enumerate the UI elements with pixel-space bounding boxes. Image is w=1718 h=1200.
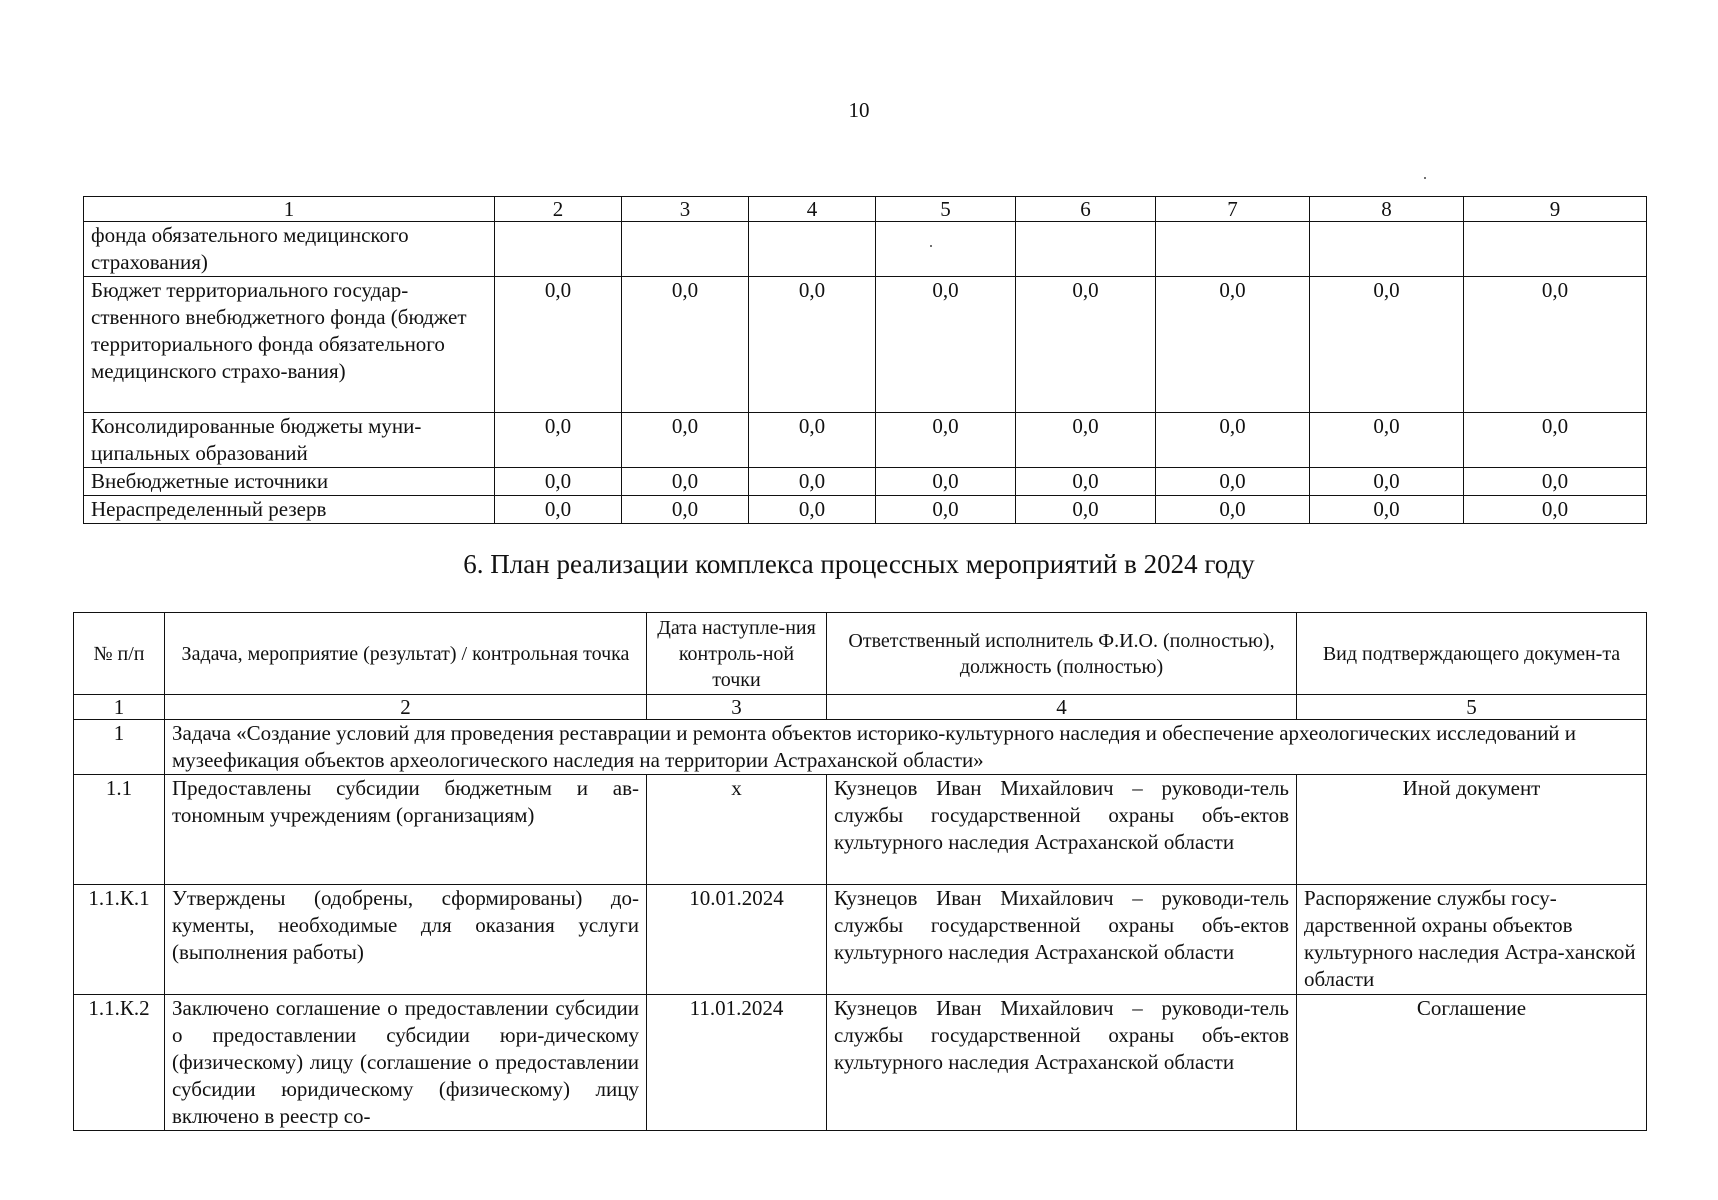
value-cell: 0,0 bbox=[876, 413, 1016, 468]
value-cell: 0,0 bbox=[1156, 413, 1310, 468]
implementation-plan-table bbox=[73, 612, 1647, 1131]
activity-cell: Предоставлены субсидии бюджетным и ав-тономным учреждениям (организациям) bbox=[165, 775, 647, 885]
value-cell: 0,0 bbox=[622, 496, 749, 524]
value-cell: 0,0 bbox=[1156, 496, 1310, 524]
document-type-cell: Соглашение bbox=[1297, 995, 1647, 1131]
value-cell: 0,0 bbox=[495, 413, 622, 468]
value-cell bbox=[1016, 222, 1156, 277]
column-number-row bbox=[74, 695, 1647, 720]
value-cell: 0,0 bbox=[1156, 277, 1310, 413]
value-cell bbox=[1310, 222, 1464, 277]
header-cell-document: Вид подтверждающего докумен-та bbox=[1297, 613, 1647, 695]
header-row bbox=[74, 613, 1647, 695]
funding-source-label: Внебюджетные источники bbox=[84, 468, 495, 496]
value-cell: 0,0 bbox=[1464, 468, 1647, 496]
section-title: 6. План реализации комплекса процессных мероприятий в 2024 году bbox=[463, 549, 1255, 579]
value-cell: 0,0 bbox=[749, 468, 876, 496]
date-cell: 11.01.2024 bbox=[647, 995, 827, 1131]
value-cell: 0,0 bbox=[1310, 468, 1464, 496]
value-cell: 0,0 bbox=[876, 468, 1016, 496]
responsible-cell: Кузнецов Иван Михайлович – руководи-тель службы государственной охраны объ-ектов культурного наследия Астраханской области bbox=[827, 775, 1297, 885]
value-cell: 0,0 bbox=[1016, 277, 1156, 413]
table-row bbox=[84, 277, 1647, 413]
table-row bbox=[74, 775, 1647, 885]
value-cell: 0,0 bbox=[622, 468, 749, 496]
column-number-row bbox=[84, 197, 1647, 222]
value-cell: 0,0 bbox=[1310, 277, 1464, 413]
value-cell: 0,0 bbox=[749, 277, 876, 413]
column-number: 3 bbox=[622, 197, 749, 222]
value-cell: 0,0 bbox=[1310, 413, 1464, 468]
responsible-cell: Кузнецов Иван Михайлович – руководи-тель службы государственной охраны объ-ектов культурного наследия Астраханской области bbox=[827, 885, 1297, 995]
value-cell: 0,0 bbox=[876, 277, 1016, 413]
row-number: 1.1.К.1 bbox=[74, 885, 165, 995]
row-number: 1.1.К.2 bbox=[74, 995, 165, 1131]
column-number: 7 bbox=[1156, 197, 1310, 222]
table-row bbox=[84, 468, 1647, 496]
funding-source-label: Консолидированные бюджеты муни-ципальных образований bbox=[84, 413, 495, 468]
table-row bbox=[84, 222, 1647, 277]
value-cell bbox=[1464, 222, 1647, 277]
value-cell: 0,0 bbox=[1156, 468, 1310, 496]
column-number: 3 bbox=[647, 695, 827, 720]
value-cell bbox=[876, 222, 1016, 277]
task-description: Задача «Создание условий для проведения реставрации и ремонта объектов историко-культурного наследия и обеспечение археологических исследований и музеефикация объектов археологического наследия на территории Астраханской области» bbox=[165, 720, 1647, 775]
value-cell bbox=[495, 222, 622, 277]
value-cell: 0,0 bbox=[1016, 413, 1156, 468]
column-number: 9 bbox=[1464, 197, 1647, 222]
value-cell: 0,0 bbox=[1310, 496, 1464, 524]
column-number: 8 bbox=[1310, 197, 1464, 222]
column-number: 1 bbox=[74, 695, 165, 720]
value-cell bbox=[622, 222, 749, 277]
column-number: 4 bbox=[749, 197, 876, 222]
document-type-cell: Иной документ bbox=[1297, 775, 1647, 885]
column-number: 2 bbox=[495, 197, 622, 222]
scan-speck bbox=[1424, 177, 1426, 179]
value-cell bbox=[749, 222, 876, 277]
row-number: 1.1 bbox=[74, 775, 165, 885]
page-number: 10 bbox=[848, 98, 870, 122]
value-cell: 0,0 bbox=[495, 468, 622, 496]
header-cell-activity: Задача, мероприятие (результат) / контрольная точка bbox=[165, 613, 647, 695]
date-cell: х bbox=[647, 775, 827, 885]
date-cell: 10.01.2024 bbox=[647, 885, 827, 995]
column-number: 1 bbox=[84, 197, 495, 222]
value-cell: 0,0 bbox=[495, 496, 622, 524]
funding-sources-table bbox=[83, 196, 1647, 524]
column-number: 5 bbox=[1297, 695, 1647, 720]
value-cell: 0,0 bbox=[495, 277, 622, 413]
table-row bbox=[74, 885, 1647, 995]
header-cell-responsible: Ответственный исполнитель Ф.И.О. (полностью), должность (полностью) bbox=[827, 613, 1297, 695]
column-number: 4 bbox=[827, 695, 1297, 720]
activity-cell: Заключено соглашение о предоставлении субсидии о предоставлении субсидии юри-дическому (физическому) лицу (соглашение о предоставлении субсидии юридическому (физическому) лицу включено в реестр со- bbox=[165, 995, 647, 1131]
value-cell bbox=[1156, 222, 1310, 277]
value-cell: 0,0 bbox=[749, 496, 876, 524]
column-number: 5 bbox=[876, 197, 1016, 222]
value-cell: 0,0 bbox=[1464, 496, 1647, 524]
header-cell-date: Дата наступле-ния контроль-ной точки bbox=[647, 613, 827, 695]
value-cell: 0,0 bbox=[749, 413, 876, 468]
activity-cell: Утверждены (одобрены, сформированы) до-кументы, необходимые для оказания услуги (выполнения работы) bbox=[165, 885, 647, 995]
funding-source-label: Нераспределенный резерв bbox=[84, 496, 495, 524]
document-type-cell: Распоряжение службы госу-дарственной охраны объектов культурного наследия Астра-ханской области bbox=[1297, 885, 1647, 995]
funding-source-label: Бюджет территориального государ-ственного внебюджетного фонда (бюджет территориального фонда обязательного медицинского страхо-вания) bbox=[84, 277, 495, 413]
value-cell: 0,0 bbox=[622, 413, 749, 468]
task-number: 1 bbox=[74, 720, 165, 775]
responsible-cell: Кузнецов Иван Михайлович – руководи-тель службы государственной охраны объ-ектов культурного наследия Астраханской области bbox=[827, 995, 1297, 1131]
header-cell-number: № п/п bbox=[74, 613, 165, 695]
task-row bbox=[74, 720, 1647, 775]
table-row bbox=[74, 995, 1647, 1131]
column-number: 6 bbox=[1016, 197, 1156, 222]
column-number: 2 bbox=[165, 695, 647, 720]
value-cell: 0,0 bbox=[622, 277, 749, 413]
value-cell: 0,0 bbox=[1016, 468, 1156, 496]
value-cell: 0,0 bbox=[876, 496, 1016, 524]
value-cell: 0,0 bbox=[1464, 413, 1647, 468]
table-row bbox=[84, 496, 1647, 524]
value-cell: 0,0 bbox=[1464, 277, 1647, 413]
value-cell: 0,0 bbox=[1016, 496, 1156, 524]
table-row bbox=[84, 413, 1647, 468]
funding-source-label: фонда обязательного медицинского страхования) bbox=[84, 222, 495, 277]
